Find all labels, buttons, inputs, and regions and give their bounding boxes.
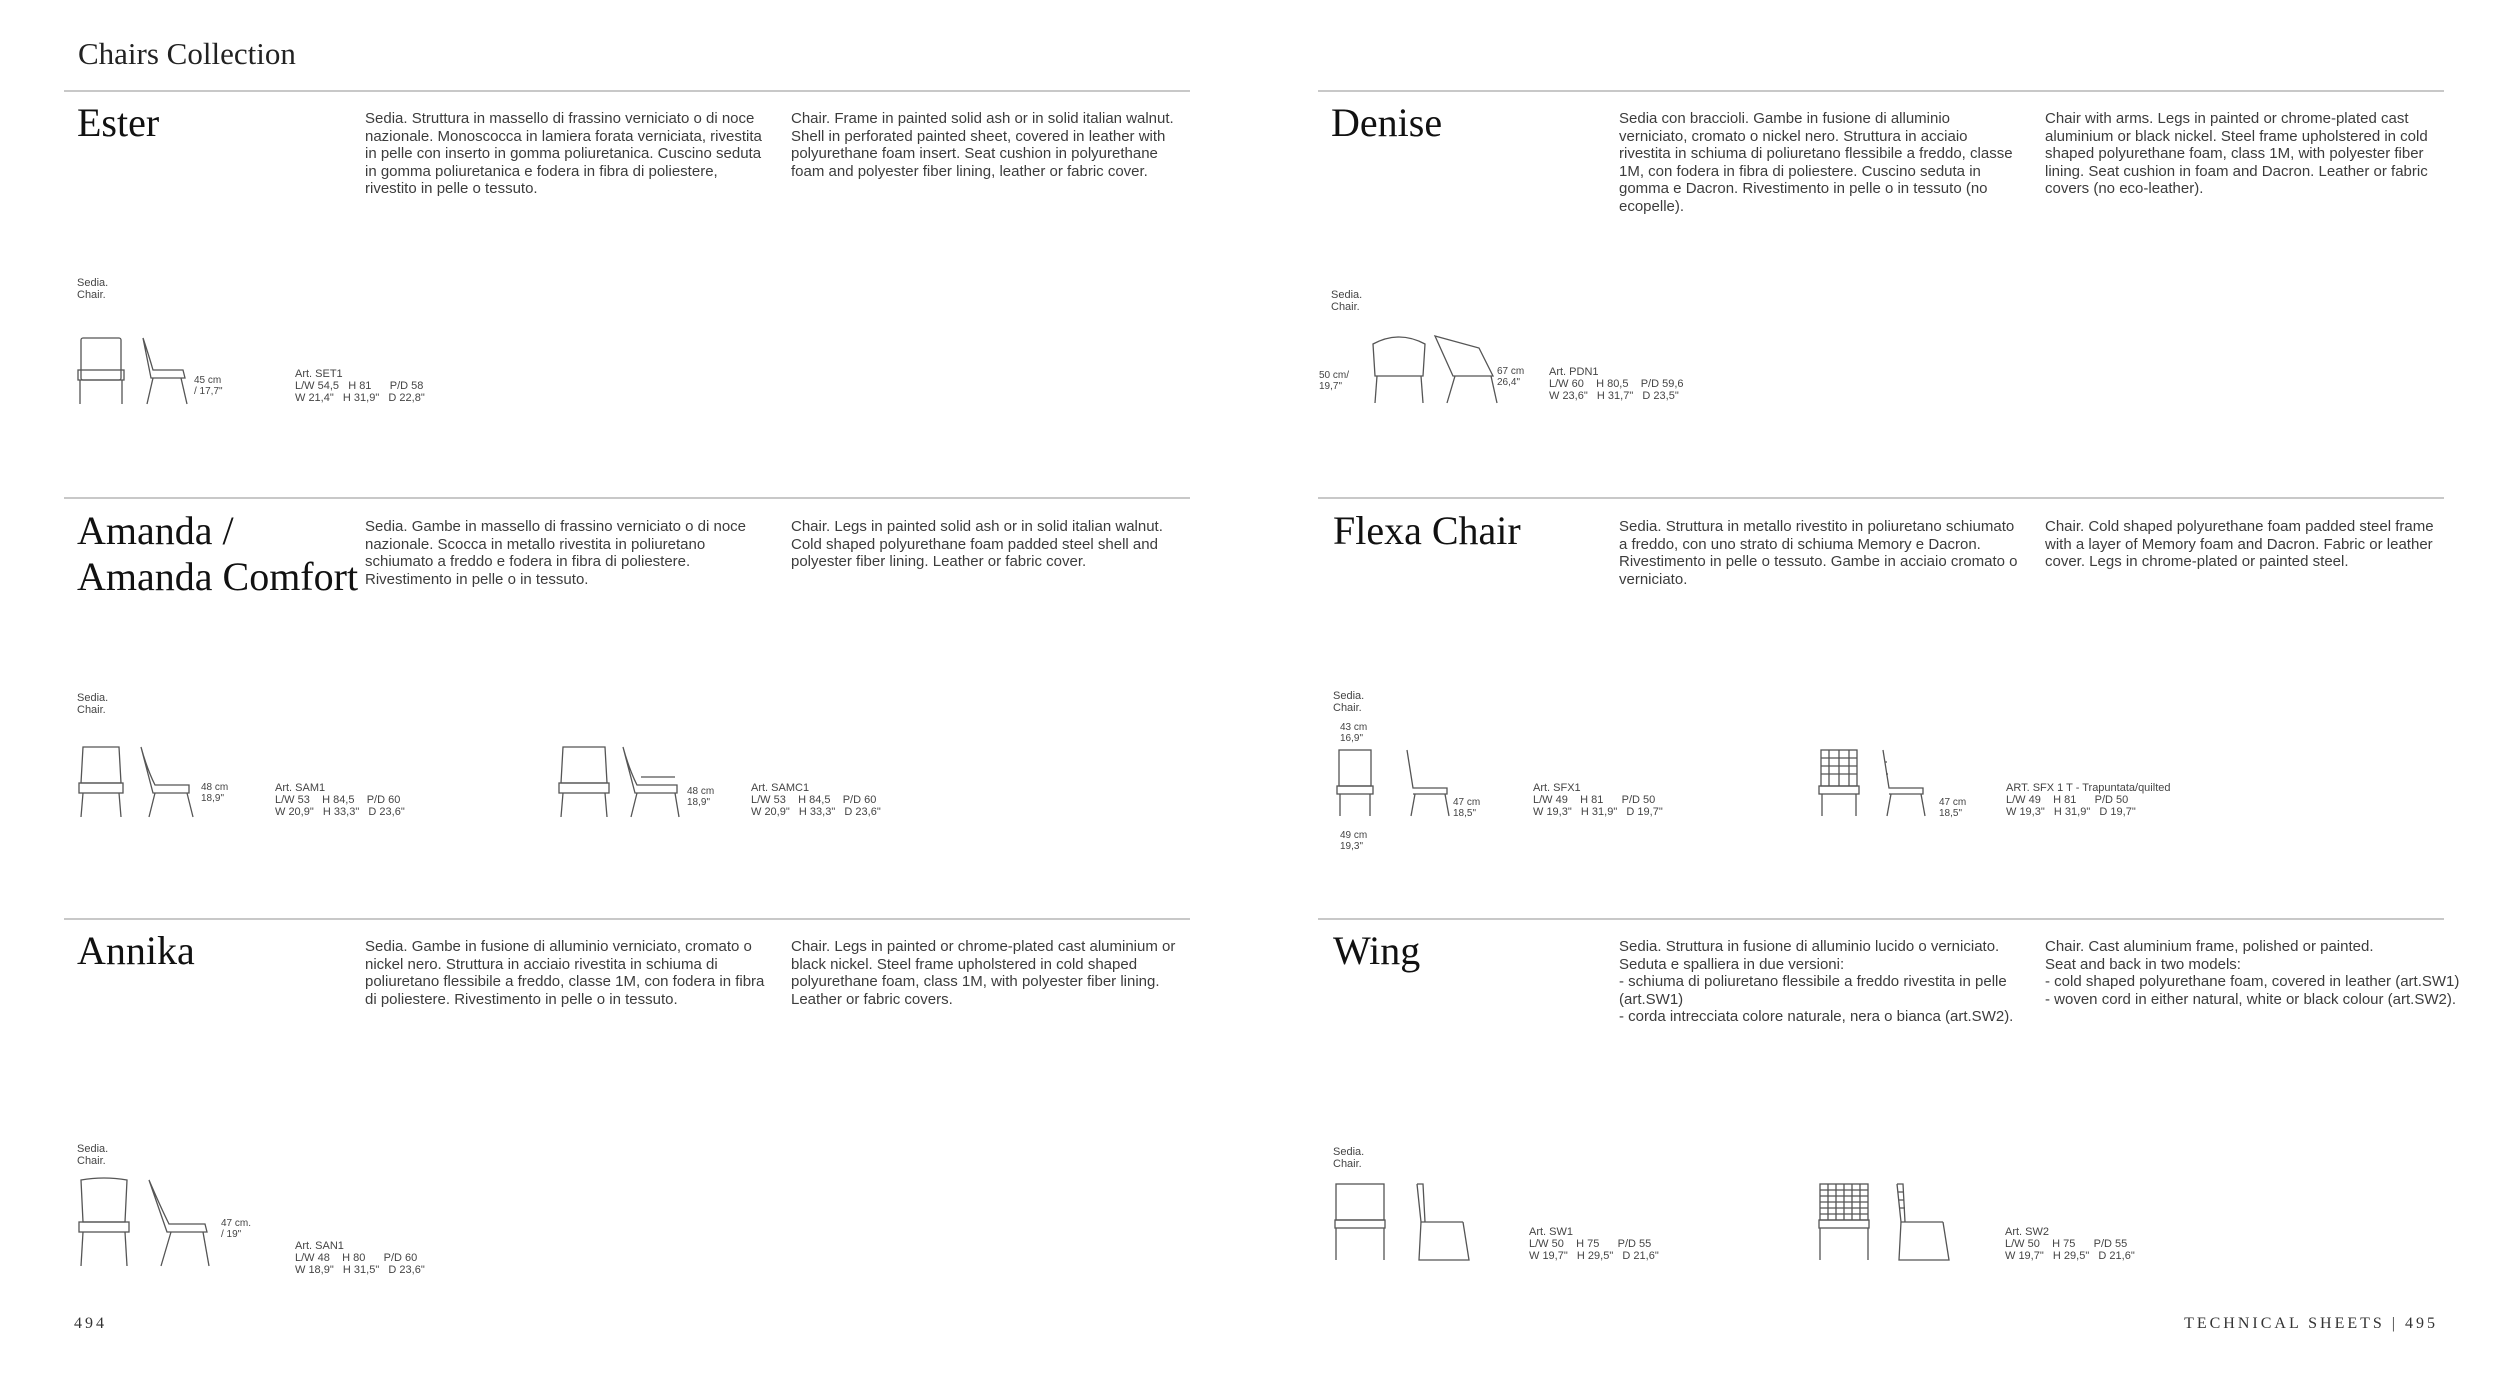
- collection-title: Chairs Collection: [78, 36, 296, 71]
- chair-quilted-side-drawing: [1879, 748, 1929, 818]
- chair-label: Sedia. Chair.: [77, 1143, 109, 1167]
- seat-height-dimension: 47 cm. / 19": [221, 1218, 252, 1240]
- divider: [64, 918, 1190, 920]
- spec-block: ART. SFX 1 T - Trapuntata/quilted L/W 49 H 81 P/D 50 W 19,3" H 31,9" D 19,7": [2006, 782, 2171, 818]
- product-title: Annika: [77, 928, 195, 973]
- seat-height-dimension: 47 cm 18,5": [1939, 797, 1967, 819]
- chair-front-drawing: [77, 1178, 131, 1268]
- seat-height-dimension: 47 cm 18,5": [1453, 797, 1481, 819]
- chair-side-drawing: [1413, 1182, 1473, 1262]
- description-english: Chair with arms. Legs in painted or chrome-plated cast aluminium or black nickel. Steel frame upholstered in cold shaped polyurethane foam, class 1M, with polyester fiber lining. Seat cushion in foam and Dacron. Leather or fabric covers (no eco-leather).: [2045, 110, 2428, 197]
- chair-side-drawing: [1433, 330, 1503, 405]
- spec-block: Art. PDN1 L/W 60 H 80,5 P/D 59,6 W 23,6" H 31,7" D 23,5": [1549, 366, 1684, 402]
- description-english: Chair. Frame in painted solid ash or in solid italian walnut. Shell in perforated painted sheet, covered in leather with polyurethane foam insert. Seat cushion in polyurethane foam and polyester fiber lining, leather or fabric cover.: [791, 110, 1174, 180]
- chair-side-drawing: [147, 1178, 213, 1268]
- chair-label: Sedia. Chair.: [1333, 690, 1365, 714]
- product-title: Wing: [1333, 928, 1421, 973]
- chair-front-drawing: [1333, 1182, 1387, 1262]
- spec-block: Art. SW2 L/W 50 H 75 P/D 55 W 19,7" H 29,5" D 21,6": [2005, 1226, 2135, 1262]
- chair-side-drawing: [137, 336, 197, 406]
- section-denise: [1319, 100, 2451, 510]
- overall-height-dimension: 67 cm 26,4": [1497, 366, 1525, 388]
- seat-height-dimension: 45 cm / 17,7": [194, 375, 223, 397]
- page-number-right: TECHNICAL SHEETS | 495: [2184, 1315, 2438, 1332]
- spec-block: Art. SFX1 L/W 49 H 81 P/D 50 W 19,3" H 31,9" D 19,7": [1533, 782, 1663, 818]
- description-italian: Sedia. Struttura in fusione di alluminio lucido o verniciato. Seduta e spalliera in due versioni: - schiuma di poliuretano flessibile a freddo rivestita in pelle (art.SW1) - corda intrecciata colore naturale, nera o bianca (art.SW2).: [1619, 938, 2014, 1025]
- description-italian: Sedia. Struttura in metallo rivestito in poliuretano schiumato a freddo, con uno strato di schiuma Memory e Dacron. Rivestimento in pelle o tessuto. Gambe in acciaio cromato o verniciato.: [1619, 518, 2018, 588]
- section-flexa: [1333, 508, 2453, 918]
- chair-comfort-front-drawing: [557, 745, 611, 820]
- section-ester: [77, 100, 1197, 510]
- spec-block: Art. SAMC1 L/W 53 H 84,5 P/D 60 W 20,9" H 33,3" D 23,6": [751, 782, 881, 818]
- description-italian: Sedia. Gambe in massello di frassino verniciato o di noce nazionale. Scocca in metallo rivestita in poliuretano schiumato a freddo e fodera in fibra di poliestere. Rivestimento in pelle o in tessuto.: [365, 518, 747, 588]
- page-number-left: 494: [74, 1315, 107, 1332]
- divider: [64, 90, 1190, 92]
- description-italian: Sedia. Struttura in massello di frassino verniciato o di noce nazionale. Monoscocca in lamiera forata verniciata, rivestita in pelle con inserto in gomma poliuretanica. Cuscino seduta in gomma poliuretanica e fodera in fibra di poliestere, rivestito in pelle o tessuto.: [365, 110, 762, 197]
- product-title: Denise: [1331, 100, 1443, 145]
- chair-label: Sedia. Chair.: [77, 692, 109, 716]
- description-italian: Sedia con braccioli. Gambe in fusione di alluminio verniciato, cromato o nickel nero. Struttura in acciaio rivestita in schiuma di poliuretano flessibile a freddo, classe 1M, con fodera in fibra di poliestere. Cuscino seduta in gomma e Dacron. Rivestimento in pelle o in tessuto (no ecopelle).: [1619, 110, 2013, 215]
- spec-block: Art. SET1 L/W 54,5 H 81 P/D 58 W 21,4" H 31,9" D 22,8": [295, 368, 425, 404]
- chair-comfort-side-drawing: [619, 745, 683, 820]
- chair-side-drawing: [1403, 748, 1453, 818]
- spec-block: Art. SW1 L/W 50 H 75 P/D 55 W 19,7" H 29,5" D 21,6": [1529, 1226, 1659, 1262]
- chair-cord-side-drawing: [1893, 1182, 1953, 1262]
- width-dimension: 43 cm 16,9": [1340, 722, 1368, 744]
- product-title: Flexa Chair: [1333, 508, 1521, 553]
- seat-height-dimension: 48 cm 18,9": [201, 782, 229, 804]
- product-title: Ester: [77, 100, 160, 145]
- chair-cord-front-drawing: [1817, 1182, 1871, 1262]
- depth-dimension: 49 cm 19,3": [1340, 830, 1368, 852]
- chair-front-drawing: [77, 336, 127, 406]
- description-english: Chair. Legs in painted solid ash or in solid italian walnut. Cold shaped polyurethane foam padded steel shell and polyester fiber lining. Leather or fabric cover.: [791, 518, 1163, 570]
- chair-front-drawing: [1369, 330, 1429, 405]
- chair-quilted-front-drawing: [1817, 748, 1861, 818]
- description-english: Chair. Legs in painted or chrome-plated cast aluminium or black nickel. Steel frame upholstered in cold shaped polyurethane foam, class 1M, with polyester fiber lining. Leather or fabric covers.: [791, 938, 1176, 1008]
- seat-height-dimension: 48 cm 18,9": [687, 786, 715, 808]
- spec-block: Art. SAM1 L/W 53 H 84,5 P/D 60 W 20,9" H 33,3" D 23,6": [275, 782, 405, 818]
- divider: [1318, 918, 2444, 920]
- divider: [1318, 90, 2444, 92]
- seat-height-dimension: 50 cm/ 19,7": [1319, 370, 1350, 392]
- chair-label: Sedia. Chair.: [1331, 289, 1363, 313]
- chair-front-drawing: [77, 745, 127, 820]
- chair-label: Sedia. Chair.: [1333, 1146, 1365, 1170]
- chair-front-drawing: [1335, 748, 1375, 818]
- section-wing: [1333, 928, 2460, 1338]
- spec-block: Art. SAN1 L/W 48 H 80 P/D 60 W 18,9" H 31,5" D 23,6": [295, 1240, 425, 1276]
- product-title: Amanda / Amanda Comfort: [77, 508, 359, 599]
- section-annika: [77, 928, 1197, 1338]
- description-english: Chair. Cold shaped polyurethane foam padded steel frame with a layer of Memory foam and Dacron. Fabric or leather cover. Legs in chrome-plated or painted steel.: [2045, 518, 2434, 570]
- chair-label: Sedia. Chair.: [77, 277, 109, 301]
- description-italian: Sedia. Gambe in fusione di alluminio verniciato, cromato o nickel nero. Struttura in acciaio rivestita in schiuma di poliuretano flessibile a freddo, classe 1M, con fodera in fibra di poliestere. Rivestimento in pelle o in tessuto.: [365, 938, 765, 1008]
- section-amanda: [77, 508, 1197, 918]
- chair-side-drawing: [137, 745, 197, 820]
- description-english: Chair. Cast aluminium frame, polished or painted. Seat and back in two models: - cold shaped polyurethane foam, covered in leather (art.SW1) - woven cord in either natural, white or black colour (art.SW2).: [2045, 938, 2460, 1008]
